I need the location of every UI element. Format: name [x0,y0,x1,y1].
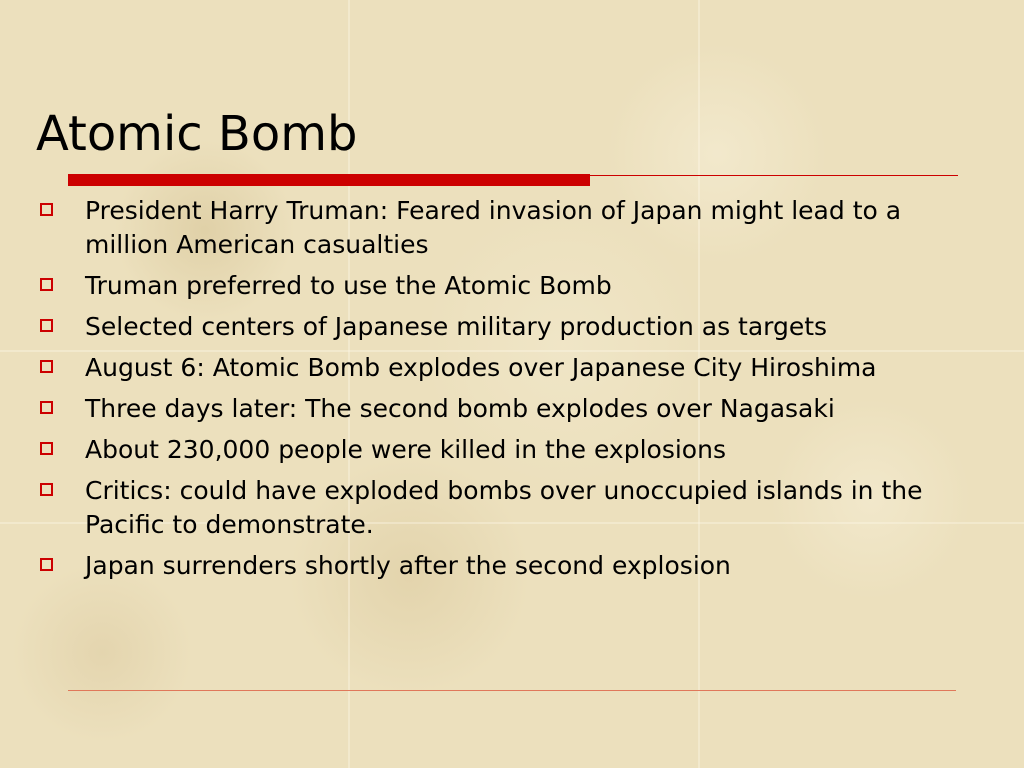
hollow-square-bullet-icon [40,203,53,216]
bullet-text: President Harry Truman: Feared invasion of Japan might lead to a million American casualties [85,196,902,259]
bullet-text: Truman preferred to use the Atomic Bomb [85,271,612,300]
hollow-square-bullet-icon [40,483,53,496]
bullet-text: About 230,000 people were killed in the explosions [85,435,726,464]
hollow-square-bullet-icon [40,278,53,291]
slide-title: Atomic Bomb [36,106,358,162]
footer-rule [68,690,956,691]
hollow-square-bullet-icon [40,401,53,414]
bullet-text: August 6: Atomic Bomb explodes over Japanese City Hiroshima [85,353,877,382]
bullet-text: Selected centers of Japanese military production as targets [85,312,828,341]
hollow-square-bullet-icon [40,442,53,455]
bullet-item [36,269,996,303]
hollow-square-bullet-icon [40,319,53,332]
bullet-list [36,194,996,590]
bullet-item [36,474,996,542]
title-underline-thick [68,174,590,186]
bullet-item [36,351,996,385]
bullet-item [36,310,996,344]
hollow-square-bullet-icon [40,558,53,571]
bullet-item [36,194,996,262]
bullet-item [36,433,996,467]
bullet-text: Japan surrenders shortly after the second explosion [85,551,731,580]
bullet-item [36,549,996,583]
title-underline-thin [590,175,958,176]
bullet-item [36,392,996,426]
bullet-text: Critics: could have exploded bombs over unoccupied islands in the Pacific to demonstrate. [85,476,923,539]
hollow-square-bullet-icon [40,360,53,373]
bullet-text: Three days later: The second bomb explodes over Nagasaki [85,394,835,423]
